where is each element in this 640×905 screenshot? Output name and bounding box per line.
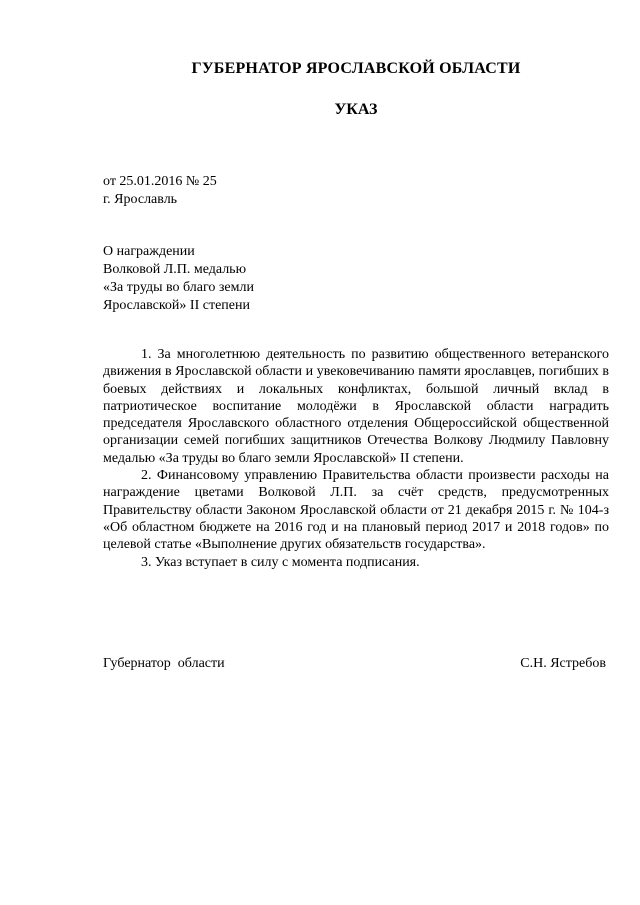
signature-block [103, 656, 606, 672]
paragraph-1: 1. За многолетнюю деятельность по развитию общественного ветеранского движения в Ярославской области и увековечиванию памяти ярославцев, погибших в боевых действиях и локальных конфликтах, большой личный вклад в патриотическое воспитание молодёжи в Ярославской области наградить председателя Ярославского областного отделения Общероссийской общественной организации семей погибших защитников Отечества Волкову Людмилу Павловну медалью «За труды во благо земли Ярославской» II степени. [103, 347, 609, 466]
subject-line: Волковой Л.П. медалью [103, 262, 247, 277]
issuing-authority: ГУБЕРНАТОР ЯРОСЛАВСКОЙ ОБЛАСТИ [191, 60, 521, 77]
document-subject [103, 243, 254, 315]
document-meta [103, 173, 217, 209]
signatory-name: С.Н. Ястребов [520, 656, 606, 671]
date-and-number: от 25.01.2016 № 25 [103, 174, 217, 189]
subject-line: Ярославской» II степени [103, 298, 250, 313]
document-type: УКАЗ [334, 101, 378, 118]
paragraph-2: 2. Финансовому управлению Правительства области произвести расходы на награждение цветами Волковой Л.П. за счёт средств, предусмотренных Правительству области Законом Ярославской области от 21 декабря 2015 г. № 104-з «Об областном бюджете на 2016 год и на плановый период 2017 и 2018 годов» по целевой статье «Выполнение других обязательств государства». [103, 468, 609, 553]
subject-line: О награждении [103, 244, 195, 259]
decree-body [103, 346, 609, 571]
paragraph-3: 3. Указ вступает в силу с момента подписания. [141, 554, 420, 570]
signatory-position: Губернатор области [103, 656, 225, 671]
city: г. Ярославль [103, 192, 178, 207]
subject-line: «За труды во благо земли [103, 280, 254, 295]
